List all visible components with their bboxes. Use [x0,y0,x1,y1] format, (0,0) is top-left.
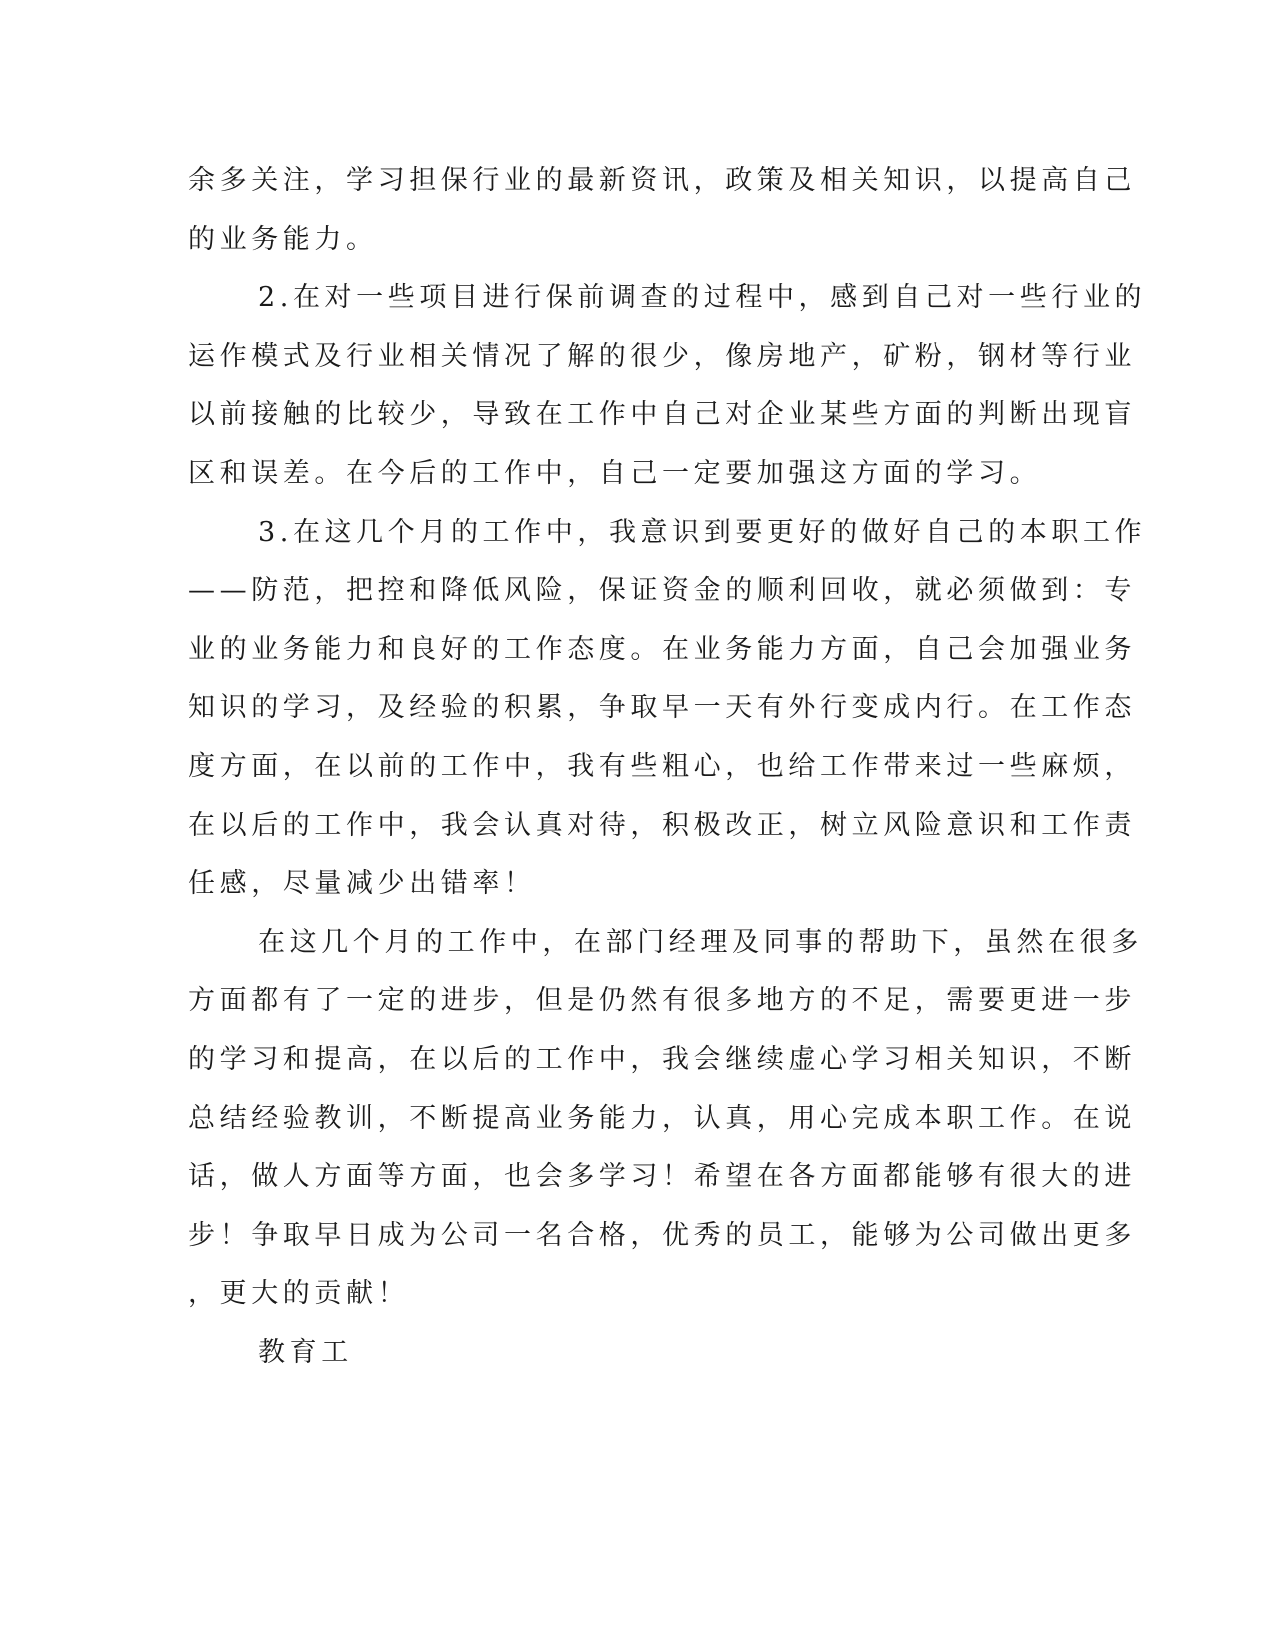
text-line: 区和误差。在今后的工作中，自己一定要加强这方面的学习。 [188,458,1042,489]
text-line: 话，做人方面等方面，也会多学习！希望在各方面都能够有很大的进 [188,1161,1136,1192]
text-line: 的学习和提高，在以后的工作中，我会继续虚心学习相关知识，不断 [188,1044,1136,1075]
text-line: 总结经验教训，不断提高业务能力，认真，用心完成本职工作。在说 [188,1103,1136,1134]
text-line: 步！争取早日成为公司一名合格，优秀的员工，能够为公司做出更多 [188,1220,1136,1251]
text-line: 业的业务能力和良好的工作态度。在业务能力方面，自己会加强业务 [188,634,1136,665]
text-line: 在以后的工作中，我会认真对待，积极改正，树立风险意识和工作责 [188,810,1136,841]
text-line: 余多关注，学习担保行业的最新资讯，政策及相关知识，以提高自己 [188,165,1136,196]
paragraph-3-first-line: 3.在这几个月的工作中，我意识到要更好的做好自己的本职工作 [258,517,1147,548]
text-line: ——防范，把控和降低风险，保证资金的顺利回收，就必须做到：专 [188,575,1136,606]
paragraph-conclusion-first-line: 在这几个月的工作中，在部门经理及同事的帮助下，虽然在很多 [258,927,1143,958]
text-line: 度方面，在以前的工作中，我有些粗心，也给工作带来过一些麻烦， [188,751,1136,782]
text-line: 方面都有了一定的进步，但是仍然有很多地方的不足，需要更进一步 [188,985,1136,1016]
text-line: 的业务能力。 [188,224,378,255]
text-line: ，更大的贡献！ [188,1278,410,1309]
section-heading-partial: 教育工 [258,1337,353,1368]
paragraph-2-first-line: 2.在对一些项目进行保前调查的过程中，感到自己对一些行业的 [258,282,1147,313]
text-line: 任感，尽量减少出错率！ [188,868,536,899]
text-line: 以前接触的比较少，导致在工作中自己对企业某些方面的判断出现盲 [188,399,1136,430]
text-line: 知识的学习，及经验的积累，争取早一天有外行变成内行。在工作态 [188,692,1136,723]
text-line: 运作模式及行业相关情况了解的很少，像房地产，矿粉，钢材等行业 [188,341,1136,372]
